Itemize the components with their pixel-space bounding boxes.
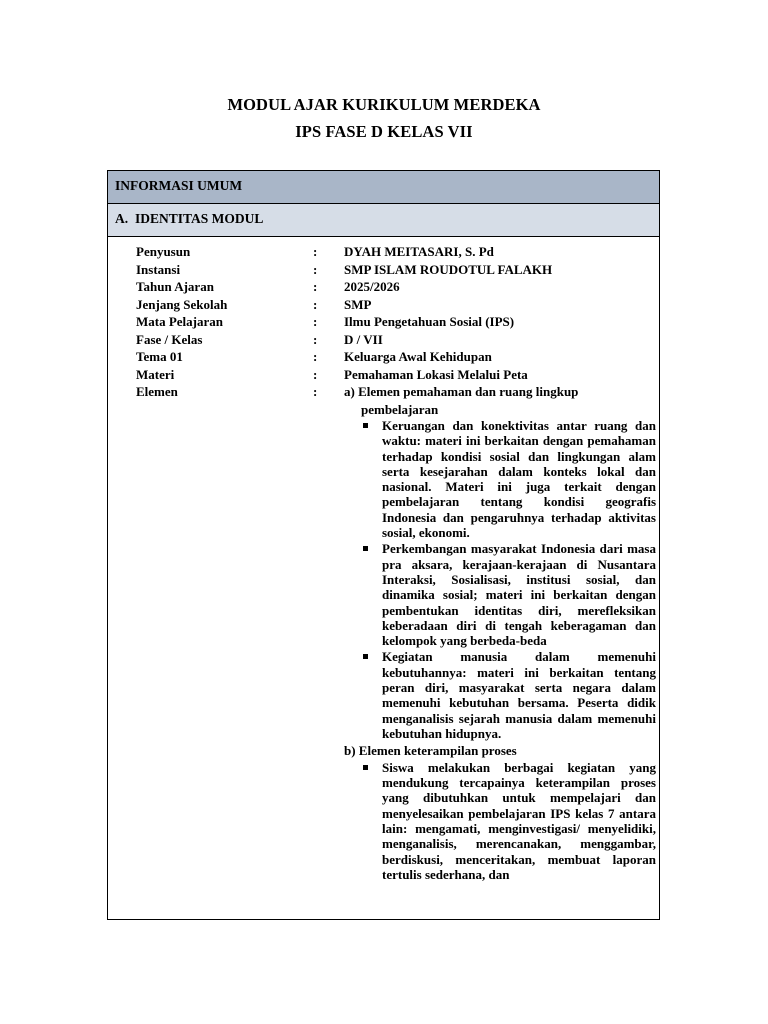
module-table [107,170,660,920]
row-label: Tahun Ajaran [136,279,214,294]
row-label: Mata Pelajaran [136,314,224,329]
identity-row [108,348,659,366]
row-label: Instansi [136,261,181,277]
document-subtitle: IPS FASE D KELAS VII [295,122,473,141]
row-colon: : [313,279,318,294]
identity-row [108,331,659,349]
row-label: Jenjang Sekolah [136,296,228,312]
identity-content [108,237,659,882]
row-colon: : [313,349,318,364]
identity-row [108,296,659,314]
list-item-text: Kegiatan manusia dalam memenuhi kebutuhannya: materi ini berkaitan tentang peran diri, masyarakat serta negara dalam memenuhi kebutuhan bersama. Peserta didik menganalisis sejarah manusia dalam memenuhi kebutuhan hidupnya. [382,649,656,741]
section-label: IDENTITAS MODUL [135,211,264,226]
elemen-label: Elemen [136,384,178,399]
elemen-section-heading: b) Elemen keterampilan proses [344,743,517,759]
identity-row [108,366,659,384]
square-bullet-icon [363,654,368,659]
row-value: D / VII [344,331,383,347]
row-label: Tema 01 [136,349,183,364]
row-label: Fase / Kelas [136,331,203,347]
list-item-text: Perkembangan masyarakat Indonesia dari masa pra aksara, kerajaan-kerajaan di Nusantara Interaksi, Sosialisasi, institusi sosial, dan dinamika sosial; materi ini berkaitan dengan pembentukan identitas diri, merefleksikan keberadaan diri di tengah keberagaman dan kelompok yang berbeda-beda [382,541,656,649]
list-item [344,418,656,540]
section-header-general: INFORMASI UMUM [108,171,659,204]
row-colon: : [313,296,318,312]
row-colon: : [313,261,318,277]
identity-row [108,278,659,296]
list-item-text: Keruangan dan konektivitas antar ruang dan waktu: materi ini berkaitan dengan pemahaman terhadap kondisi sosial dan lingkungan alam serta kesejarahan dalam konteks lokal dan nasional. Materi ini juga terkait dengan pembelajaran tentang kondisi geografis Indonesia dan pengaruhnya terhadap aktivitas sosial, ekonomi. [382,418,656,541]
row-value: SMP [344,296,372,312]
bullet-list [344,418,656,741]
row-colon: : [313,366,318,382]
square-bullet-icon [363,423,368,428]
identity-row [108,243,659,261]
section-letter: A. [115,211,129,226]
row-value: Pemahaman Lokasi Melalui Peta [344,366,528,382]
identity-row [108,261,659,279]
row-value: DYAH MEITASARI, S. Pd [344,244,494,259]
identity-row [108,313,659,331]
square-bullet-icon [363,765,368,770]
list-item [344,649,656,741]
row-label: Penyusun [136,244,191,259]
row-value: SMP ISLAM ROUDOTUL FALAKH [344,261,553,277]
row-value: Ilmu Pengetahuan Sosial (IPS) [344,314,515,329]
row-label: Materi [136,366,175,382]
list-item-text: Siswa melakukan berbagai kegiatan yang mendukung tercapainya keterampilan proses yang dibutuhkan untuk mempelajari dan menyelesaikan pembelajaran IPS kelas 7 antara lain: mengamati, menginvestigasi/ menyelidiki, menganalisis, merencanakan, menggambar, berdiskusi, menceritakan, membuat laporan tertulis sederhana, dan [382,759,656,882]
elemen-row [108,383,659,882]
row-value: Keluarga Awal Kehidupan [344,349,492,364]
section-header-identity [108,204,659,237]
row-colon: : [313,314,318,329]
row-colon: : [313,384,318,399]
row-colon: : [313,244,318,259]
elemen-body [344,383,656,882]
list-item [344,760,656,882]
bullet-list [344,760,656,882]
row-value: 2025/2026 [344,279,400,294]
list-item [344,541,656,648]
row-colon: : [313,331,318,347]
document-title: MODUL AJAR KURIKULUM MERDEKA [227,95,541,114]
square-bullet-icon [363,546,368,551]
elemen-section-heading: a) Elemen pemahaman dan ruang lingkup pembelajaran [344,384,579,417]
